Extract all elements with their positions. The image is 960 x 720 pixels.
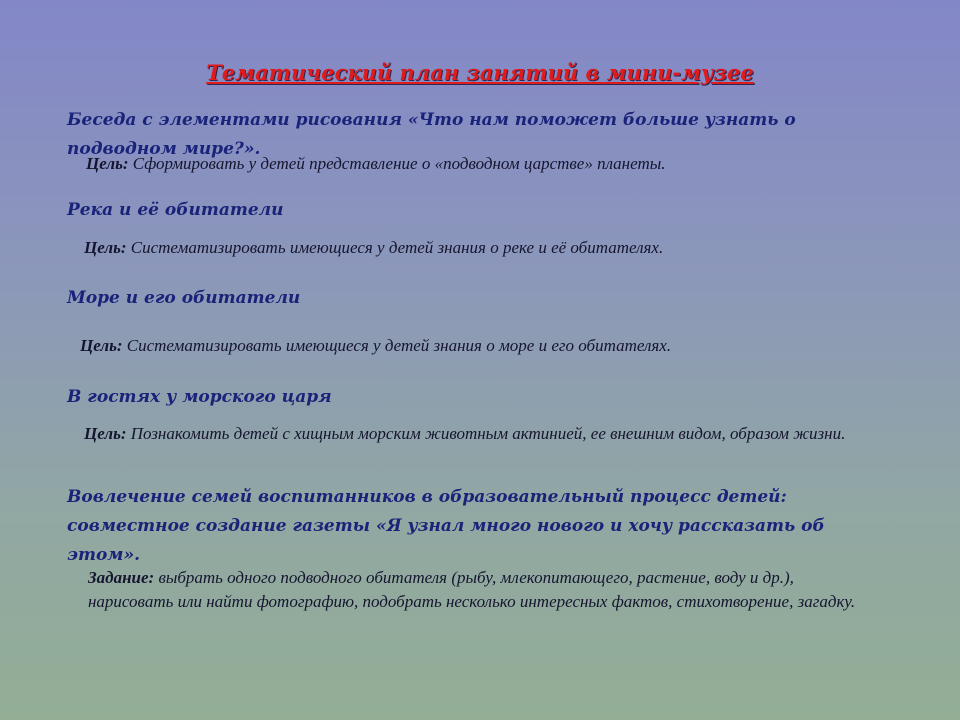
goal-label: Цель: — [84, 424, 127, 443]
goal-text: Систематизировать имеющиеся у детей знания о море и его обитателях. — [126, 336, 672, 355]
section-heading-4: В гостях у морского царя — [67, 387, 332, 407]
task-label: Задание: — [88, 568, 155, 587]
goal-text: Сформировать у детей представление о «подводном царстве» планеты. — [132, 154, 666, 173]
goal-label: Цель: — [84, 238, 127, 257]
section-task-5 — [88, 566, 878, 614]
section-goal-2 — [84, 236, 884, 260]
goal-label: Цель: — [86, 154, 129, 173]
goal-text: Познакомить детей с хищным морским животным актинией, ее внешним видом, образом жизни. — [130, 424, 846, 443]
goal-text: Систематизировать имеющиеся у детей знания о реке и её обитателях. — [130, 238, 664, 257]
section-heading-5: Вовлечение семей воспитанников в образовательный процесс детей: совместное создание газеты «Я узнал много нового и хочу рассказать об этом». — [67, 487, 825, 565]
section-goal-3 — [80, 334, 890, 358]
section-goal-4 — [84, 422, 884, 446]
section-heading-2: Река и её обитатели — [67, 200, 284, 220]
page-title: Тематический план занятий в мини-музее — [206, 60, 754, 85]
section-goal-1 — [86, 152, 886, 176]
task-text: выбрать одного подводного обитателя (рыбу, млекопитающего, растение, воду и др.), нарисовать или найти фотографию, подобрать несколько интересных фактов, стихотворение, загадку. — [88, 568, 856, 611]
section-heading-3: Море и его обитатели — [67, 288, 301, 308]
goal-label: Цель: — [80, 336, 123, 355]
section-heading-1: Беседа с элементами рисования «Что нам поможет больше узнать о подводном мире?». — [67, 110, 796, 159]
